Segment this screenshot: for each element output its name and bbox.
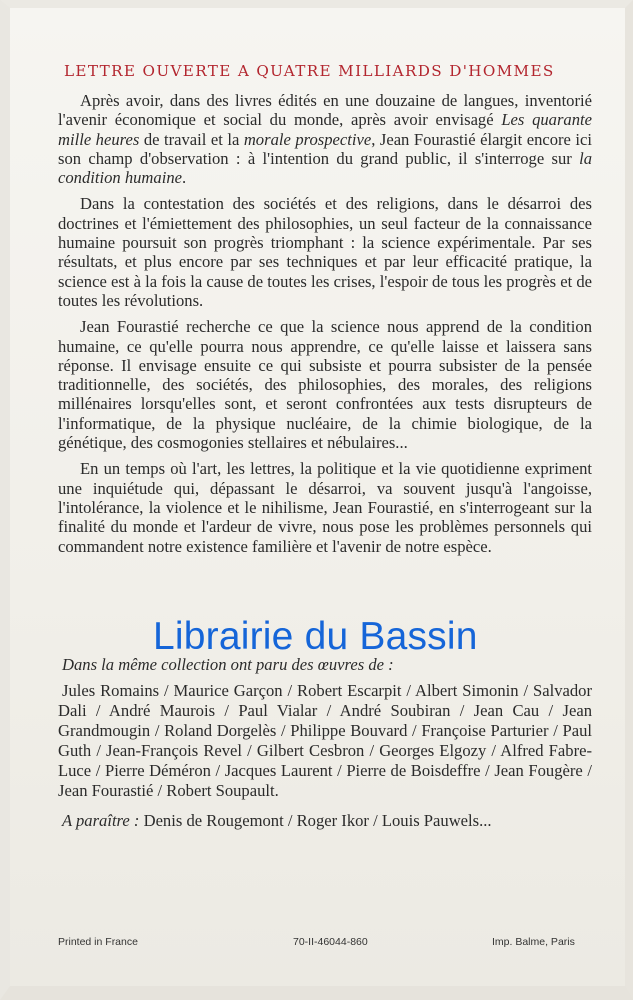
- collection-intro: Dans la même collection ont paru des œuvres de :: [62, 655, 394, 674]
- bookseller-watermark: Librairie du Bassin: [153, 615, 478, 658]
- collection-authors: Jules Romains / Maurice Garçon / Robert Escarpit / Albert Simonin / Salvador Dali / André Maurois / Paul Vialar / André Soubiran / Jean Cau / Jean Grandmougin / Roland Dorgelès / Philippe Bouvard / Françoise Parturier / Paul Guth / Jean-François Revel / Gilbert Cesbron / Georges Elgozy / Alfred Fabre-Luce / Pierre Déméron / Jacques Laurent / Pierre de Boisdeffre / Jean Fougère / Jean Fourastié / Robert Soupault.: [58, 681, 592, 800]
- upcoming-authors: [62, 811, 592, 831]
- paragraph-3: Jean Fourastié recherche ce que la science nous apprend de la condition humaine, ce qu'elle pourra nous apprendre, ce qu'elle laisse et laissera sans réponse. Il envisage ensuite ce qui subsiste et pourra subsister de la pensée traditionnelle, des sociétés, des philosophies, des morales, des religions millénaires lorsqu'elles sont, et seront confrontées aux tests disrupteurs de l'informatique, de la physique nucléaire, de la chimie biologique, de la génétique, des cosmogonies stellaires et nébulaires...: [58, 317, 592, 453]
- paragraph-1-text-c: , Jean Fourastié élargit encore ici son champ d'observation : à l'intention du grand public, il s'interroge sur: [58, 129, 592, 168]
- book-title-italic-1: Les quarante mille heures: [58, 110, 592, 149]
- upcoming-label: A paraître :: [62, 811, 140, 830]
- paragraph-1-text-d: .: [181, 168, 187, 188]
- upcoming-names: Denis de Rougemont / Roger Ikor / Louis Pauwels...: [139, 811, 492, 830]
- collection-section: [58, 655, 592, 831]
- cover-title: LETTRE OUVERTE A QUATRE MILLIARDS D'HOMMES: [64, 62, 555, 80]
- blurb-text: [58, 91, 592, 563]
- printer-credit: Imp. Balme, Paris: [492, 936, 575, 948]
- paragraph-2: Dans la contestation des sociétés et des religions, dans le désarroi des doctrines et l'émiettement des philosophies, un seul facteur de la connaissance humaine poursuit son progrès triomphant : la science expérimentale. Par ses résultats, et plus encore par ses techniques et par leur efficacité pratique, la science est à la fois la cause de toutes les crises, l'espoir de tous les progrès et de toutes les révolutions.: [58, 194, 592, 310]
- book-title-italic-3: la condition humaine: [58, 148, 592, 188]
- paragraph-1: [58, 91, 592, 187]
- book-code: 70-II-46044-860: [293, 936, 368, 948]
- printed-in-france: Printed in France: [58, 936, 138, 948]
- paragraph-4: En un temps où l'art, les lettres, la politique et la vie quotidienne expriment une inquiétude qui, dépassant le désarroi, va souvent jusqu'à l'angoisse, l'intolérance, la violence et le nihilisme, Jean Fourastié, en s'interrogeant sur la finalité du monde et l'ardeur de vivre, nous pose les problèmes personnels qui commandent notre existence familière et l'avenir de notre espèce.: [58, 459, 592, 556]
- book-title-italic-2: morale prospective: [243, 129, 372, 149]
- paragraph-1-text-a: Après avoir, dans des livres édités en une douzaine de langues, inventorié l'avenir économique et social du monde, après avoir envisagé: [58, 91, 592, 130]
- paragraph-1-text-b: de travail et la: [139, 129, 244, 149]
